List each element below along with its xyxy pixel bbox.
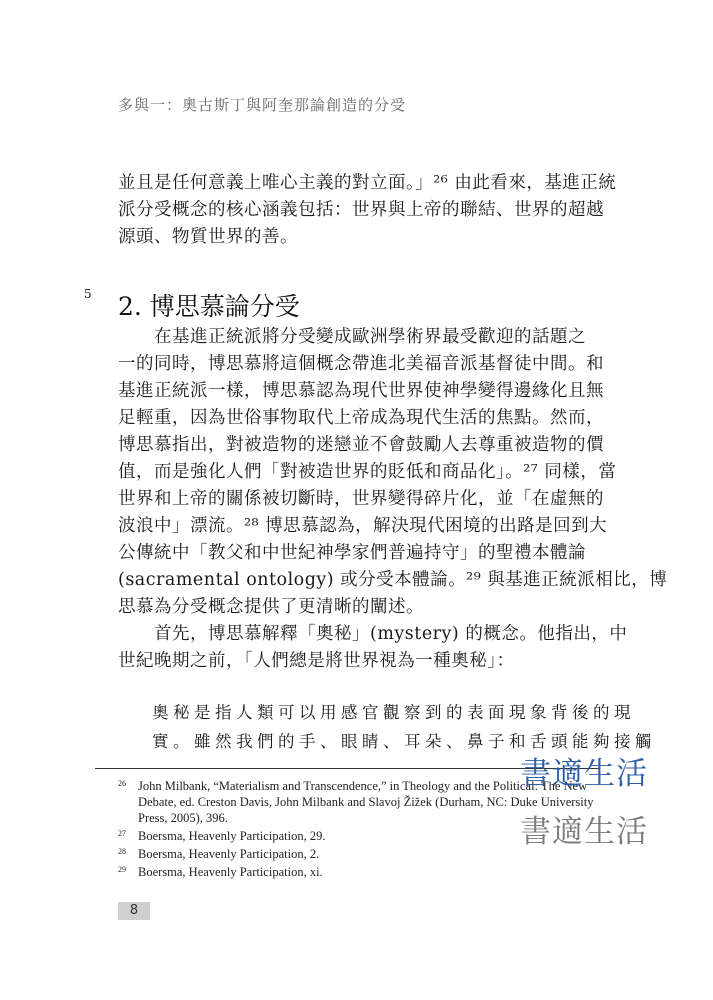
quote-line: 實。雖然我們的手、眼睛、耳朵、鼻子和舌頭能夠接觸 xyxy=(152,732,656,751)
text-line: 足輕重，因為世俗事物取代上帝成為現代生活的焦點。然而， xyxy=(118,408,604,428)
text-line: 值，而是強化人們「對被造世界的貶低和商品化」。²⁷ 同樣，當 xyxy=(118,462,617,482)
line-number: 5 xyxy=(84,287,92,301)
footnote-number: 26 xyxy=(118,779,126,788)
footnote-number: 27 xyxy=(118,829,126,838)
text-line: 源頭、物質世界的善。 xyxy=(118,227,298,247)
intro-paragraph xyxy=(118,170,617,251)
section-body xyxy=(118,324,668,675)
text-line: 一的同時，博思慕將這個概念帶進北美福音派基督徒中間。和 xyxy=(118,354,604,374)
watermark-gray: 書適生活 xyxy=(520,814,648,850)
text-line: 世紀晚期之前，「人們總是將世界視為一種奧秘」： xyxy=(118,651,515,671)
text-line: 世界和上帝的關係被切斷時，世界變得碎片化，並「在虛無的 xyxy=(118,489,604,509)
text-line: 公傳統中「教父和中世紀神學家們普遍持守」的聖禮本體論 xyxy=(118,543,586,563)
footnote-text: Boersma, Heavenly Participation, xi. xyxy=(138,865,323,879)
text-line: (sacramental ontology) 或分受本體論。²⁹ 與基進正統派相比，博 xyxy=(118,570,668,590)
text-line: 在基進正統派將分受變成歐洲學術界最受歡迎的話題之 xyxy=(118,327,586,347)
quote-line: 奧秘是指人類可以用感官觀察到的表面現象背後的現 xyxy=(152,703,635,722)
footnote-number: 29 xyxy=(118,865,126,874)
text-line: 思慕為分受概念提供了更清晰的闡述。 xyxy=(118,597,424,617)
text-line: 並且是任何意義上唯心主義的對立面。」²⁶ 由此看來，基進正統 xyxy=(118,173,617,193)
footnote xyxy=(118,864,608,880)
page-number: 8 xyxy=(118,902,150,920)
footnote-number: 28 xyxy=(118,847,126,856)
section-heading: 2. 博思慕論分受 xyxy=(118,292,300,321)
text-line: 波浪中」漂流。²⁸ 博思慕認為，解決現代困境的出路是回到大 xyxy=(118,516,608,536)
running-header: 多與一：奧古斯丁與阿奎那論創造的分受 xyxy=(118,96,407,114)
watermark-blue: 書適生活 xyxy=(520,756,648,792)
text-line: 博思慕指出，對被造物的迷戀並不會鼓勵人去尊重被造物的價 xyxy=(118,435,604,455)
footnote-text: John Milbank, “Materialism and Transcendence,” in Theology and the Political: The New Debate, ed. Creston Davis, John Milbank and Slavoj Žižek (Durham, NC: Duke University Press, 2005), 396. xyxy=(138,779,594,825)
text-line: 基進正統派一樣，博思慕認為現代世界使神學變得邊緣化且無 xyxy=(118,381,604,401)
text-line: 首先，博思慕解釋「奧秘」(mystery) 的概念。他指出，中 xyxy=(118,624,628,644)
text-line: 派分受概念的核心涵義包括：世界與上帝的聯結、世界的超越 xyxy=(118,200,604,220)
footnote-text: Boersma, Heavenly Participation, 29. xyxy=(138,829,326,843)
footnote-text: Boersma, Heavenly Participation, 2. xyxy=(138,847,320,861)
